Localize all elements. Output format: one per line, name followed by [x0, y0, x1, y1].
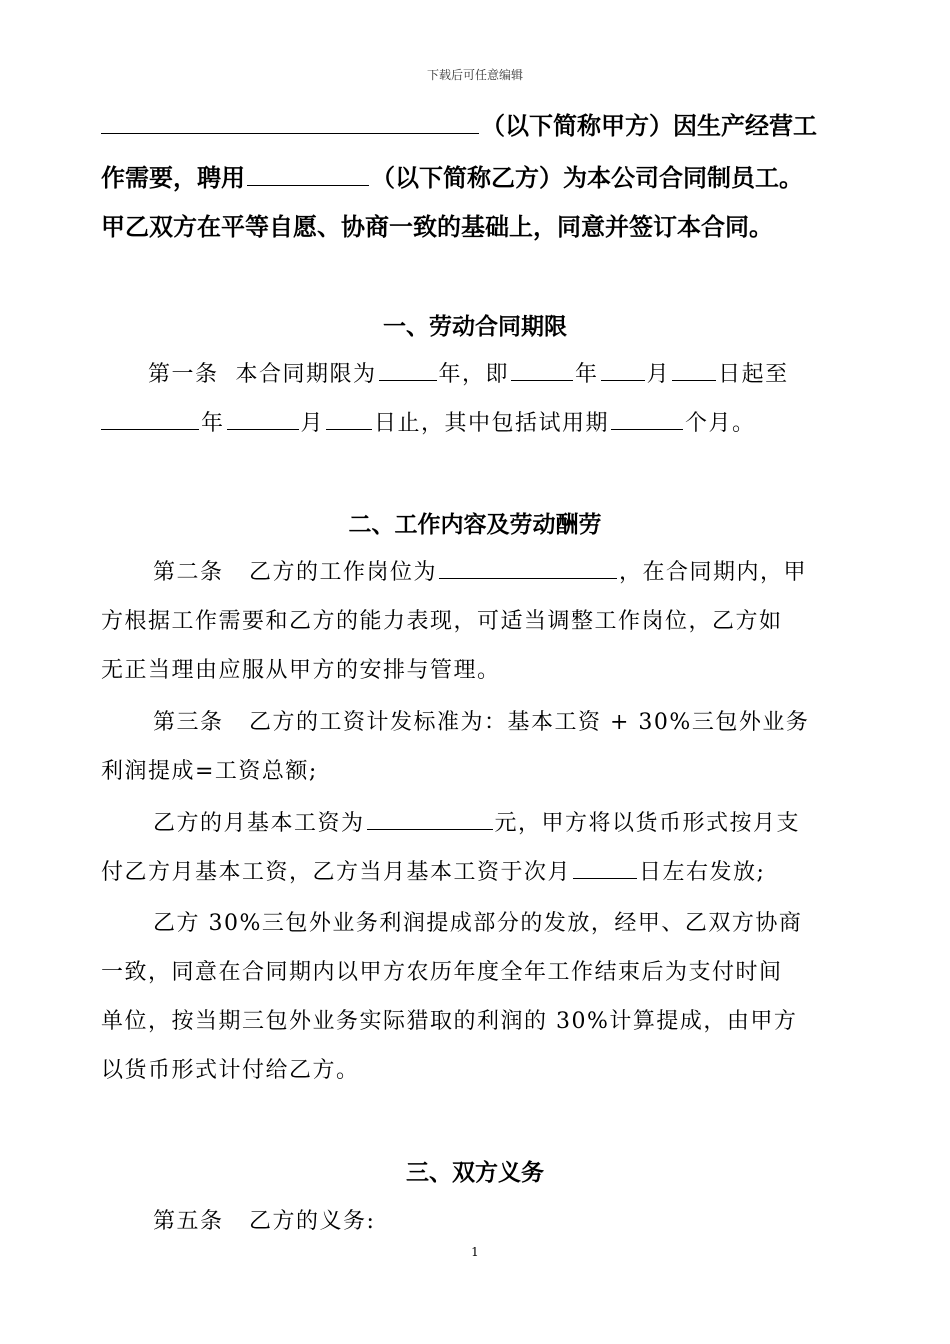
end-month-blank[interactable] — [227, 407, 299, 430]
salary-line-1 — [153, 806, 800, 837]
article-text: 年 — [575, 362, 599, 387]
article-label: 第一条 — [148, 362, 219, 387]
job-position-blank[interactable] — [439, 556, 617, 579]
article-2-line-1 — [153, 555, 807, 586]
article-text: 付乙方月基本工资，乙方当月基本工资于次月 — [101, 860, 572, 885]
article-label: 第三条 — [153, 710, 224, 735]
article-text: 乙方的工作岗位为 — [249, 560, 438, 585]
article-text: 个月。 — [685, 411, 756, 436]
probation-months-blank[interactable] — [611, 407, 683, 430]
article-text: 乙方的月基本工资为 — [153, 811, 365, 836]
article-2-line-2: 方根据工作需要和乙方的能力表现，可适当调整工作岗位，乙方如 — [101, 609, 783, 634]
term-years-blank[interactable] — [379, 358, 437, 381]
pay-day-blank[interactable] — [573, 856, 637, 879]
salary-line-2 — [101, 855, 765, 886]
end-year-blank[interactable] — [101, 407, 199, 430]
section-heading-3: 三、双方义务 — [406, 1160, 544, 1186]
intro-text-1: （以下简称甲方）因生产经营工 — [481, 112, 817, 140]
article-3-line-2: 利润提成=工资总额; — [101, 759, 318, 784]
bonus-line-1: 乙方 30%三包外业务利润提成部分的发放，经甲、乙双方协商 — [153, 911, 803, 936]
article-2-line-3: 无正当理由应服从甲方的安排与管理。 — [101, 658, 501, 683]
article-text: 日左右发放; — [639, 860, 766, 885]
intro-line-1 — [101, 106, 817, 141]
page-number: 1 — [471, 1245, 479, 1259]
article-label: 第二条 — [153, 560, 224, 585]
article-text: 乙方的工资计发标准为：基本工资 + 30%三包外业务 — [249, 710, 810, 735]
party-b-blank[interactable] — [247, 163, 369, 186]
article-5-line-1 — [153, 1204, 375, 1235]
article-text: 元，甲方将以货币形式按月支 — [494, 811, 801, 836]
article-text: 日止，其中包括试用期 — [374, 411, 610, 436]
article-label: 第五条 — [153, 1209, 224, 1234]
section-heading-2: 二、工作内容及劳动酬劳 — [348, 512, 602, 538]
bonus-line-2: 一致，同意在合同期内以甲方农历年度全年工作结束后为支付时间 — [101, 960, 783, 985]
article-text: 日起至 — [718, 362, 789, 387]
article-text: 本合同期限为 — [235, 362, 377, 387]
bonus-line-4: 以货币形式计付给乙方。 — [101, 1058, 360, 1083]
article-text: ，在合同期内，甲 — [619, 560, 808, 585]
party-a-blank[interactable] — [101, 111, 479, 134]
intro-text-2a: 作需要，聘用 — [101, 164, 245, 192]
intro-line-2 — [101, 158, 803, 193]
section-heading-1: 一、劳动合同期限 — [383, 314, 567, 340]
header-note: 下载后可任意编辑 — [426, 68, 523, 82]
article-text: 月 — [300, 411, 325, 436]
article-text: 年，即 — [438, 362, 510, 387]
article-1-line-1 — [148, 357, 789, 388]
article-3-line-1 — [153, 705, 809, 736]
article-text: 月 — [646, 362, 671, 387]
article-text: 年 — [201, 411, 225, 436]
end-day-blank[interactable] — [326, 407, 372, 430]
intro-text-2b: （以下简称乙方）为本公司合同制员工。 — [371, 164, 803, 192]
bonus-line-3: 单位，按当期三包外业务实际猎取的利润的 30%计算提成，由甲方 — [101, 1009, 798, 1034]
article-1-line-2 — [101, 406, 756, 437]
article-text: 乙方的义务: — [249, 1209, 376, 1234]
start-day-blank[interactable] — [672, 358, 716, 381]
start-month-blank[interactable] — [601, 358, 645, 381]
intro-line-3: 甲乙双方在平等自愿、协商一致的基础上，同意并签订本合同。 — [101, 213, 773, 241]
start-year-blank[interactable] — [511, 358, 573, 381]
base-salary-blank[interactable] — [367, 807, 493, 830]
